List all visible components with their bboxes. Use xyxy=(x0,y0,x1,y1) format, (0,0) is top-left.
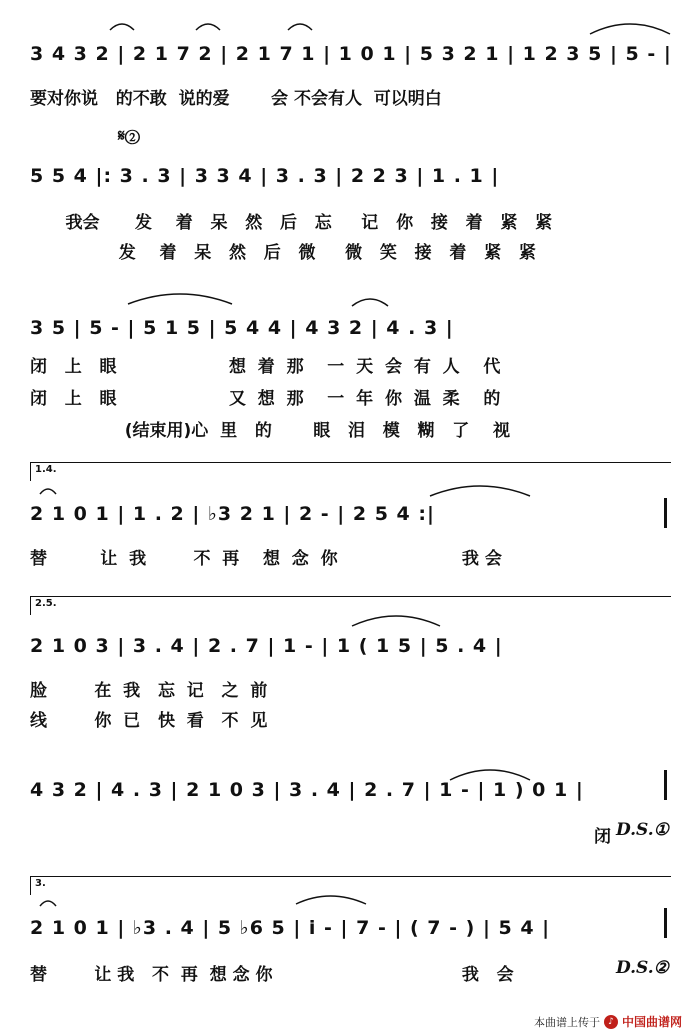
site-logo-icon: ♪ xyxy=(604,1015,618,1029)
volta-label: 2.5. xyxy=(35,598,57,609)
upload-label: 本曲谱上传于 xyxy=(533,1015,600,1029)
lyric-row-3b: 闭 上 眼 又 想 那 一 年 你 温 柔 的 xyxy=(30,389,501,409)
staff-line-1 xyxy=(0,30,700,110)
notes-row-3: 3 5 | 5 - | 5 1 5 | 5 4 4 | 4 3 2 | 4 . 3 | xyxy=(30,317,454,339)
site-watermark xyxy=(534,1013,682,1030)
lyric-row-5a: 脸 在 我 忘 记 之 前 xyxy=(30,681,268,701)
segno-mark: 𝄋② xyxy=(118,126,140,145)
lyric-row-2b: 发 着 呆 然 后 微 微 笑 接 着 紧 紧 xyxy=(30,243,536,263)
lyric-row-5b: 线 你 已 快 看 不 见 xyxy=(30,711,268,731)
ds-mark-2: D.S.② xyxy=(616,958,669,978)
lyric-row-7a: 替 让 我 不 再 想 念 你 我 会 xyxy=(30,965,514,985)
notes-row-7: 2 1 0 1 | ♭3 . 4 | 5 ♭6 5 | i - | 7 - | ( 7 - ) | 5 4 | xyxy=(30,917,551,939)
notes-row-2: 5 5 4 |: 3 . 3 | 3 3 4 | 3 . 3 | 2 2 3 | 1 . 1 | xyxy=(30,165,500,187)
lyric-row-2a: 我会 发 着 呆 然 后 忘 记 你 接 着 紧 紧 xyxy=(30,213,553,233)
tail-lyric: 闭 xyxy=(594,827,611,847)
staff-line-3 xyxy=(0,304,700,444)
volta-bracket-2-5 xyxy=(30,596,671,615)
slur xyxy=(128,294,232,304)
staff-line-4 xyxy=(0,462,700,582)
notes-row-6: 4 3 2 | 4 . 3 | 2 1 0 3 | 3 . 4 | 2 . 7 | 1 - | 1 ) 0 1 | xyxy=(30,779,584,801)
volta-bracket-1-4 xyxy=(30,462,671,481)
site-name: 中国曲谱网 xyxy=(621,1015,682,1029)
notes-row-1: 3 4 3 2 | 2 1 7 2 | 2 1 7 1 | 1 0 1 | 5 3 2 1 | 1 2 3 5 | 5 - | xyxy=(30,43,672,65)
lyric-row-3a: 闭 上 眼 想 着 那 一 天 会 有 人 代 xyxy=(30,357,501,377)
staff-line-6 xyxy=(0,752,700,852)
notes-row-5: 2 1 0 3 | 3 . 4 | 2 . 7 | 1 - | 1 ( 1 5 | 5 . 4 | xyxy=(30,635,503,657)
notes-row-4: 2 1 0 1 | 1 . 2 | ♭3 2 1 | 2 - | 2 5 4 :| xyxy=(30,503,435,525)
staff-line-7 xyxy=(0,876,700,996)
ds-mark-1: D.S.① xyxy=(616,820,669,840)
staff-line-5 xyxy=(0,596,700,731)
lyric-row-3c: (结束用)心 里 的 眼 泪 模 糊 了 视 xyxy=(30,421,510,441)
staff-line-2 xyxy=(0,122,700,272)
volta-bracket-3 xyxy=(30,876,671,895)
volta-label: 3. xyxy=(35,878,46,889)
lyric-row-4a: 替 让 我 不 再 想 念 你 我 会 xyxy=(30,549,502,569)
volta-label: 1.4. xyxy=(35,464,57,475)
lyric-row-1a: 要对你说 的不敢 说的爱 会 不会有人 可以明白 xyxy=(30,89,442,109)
